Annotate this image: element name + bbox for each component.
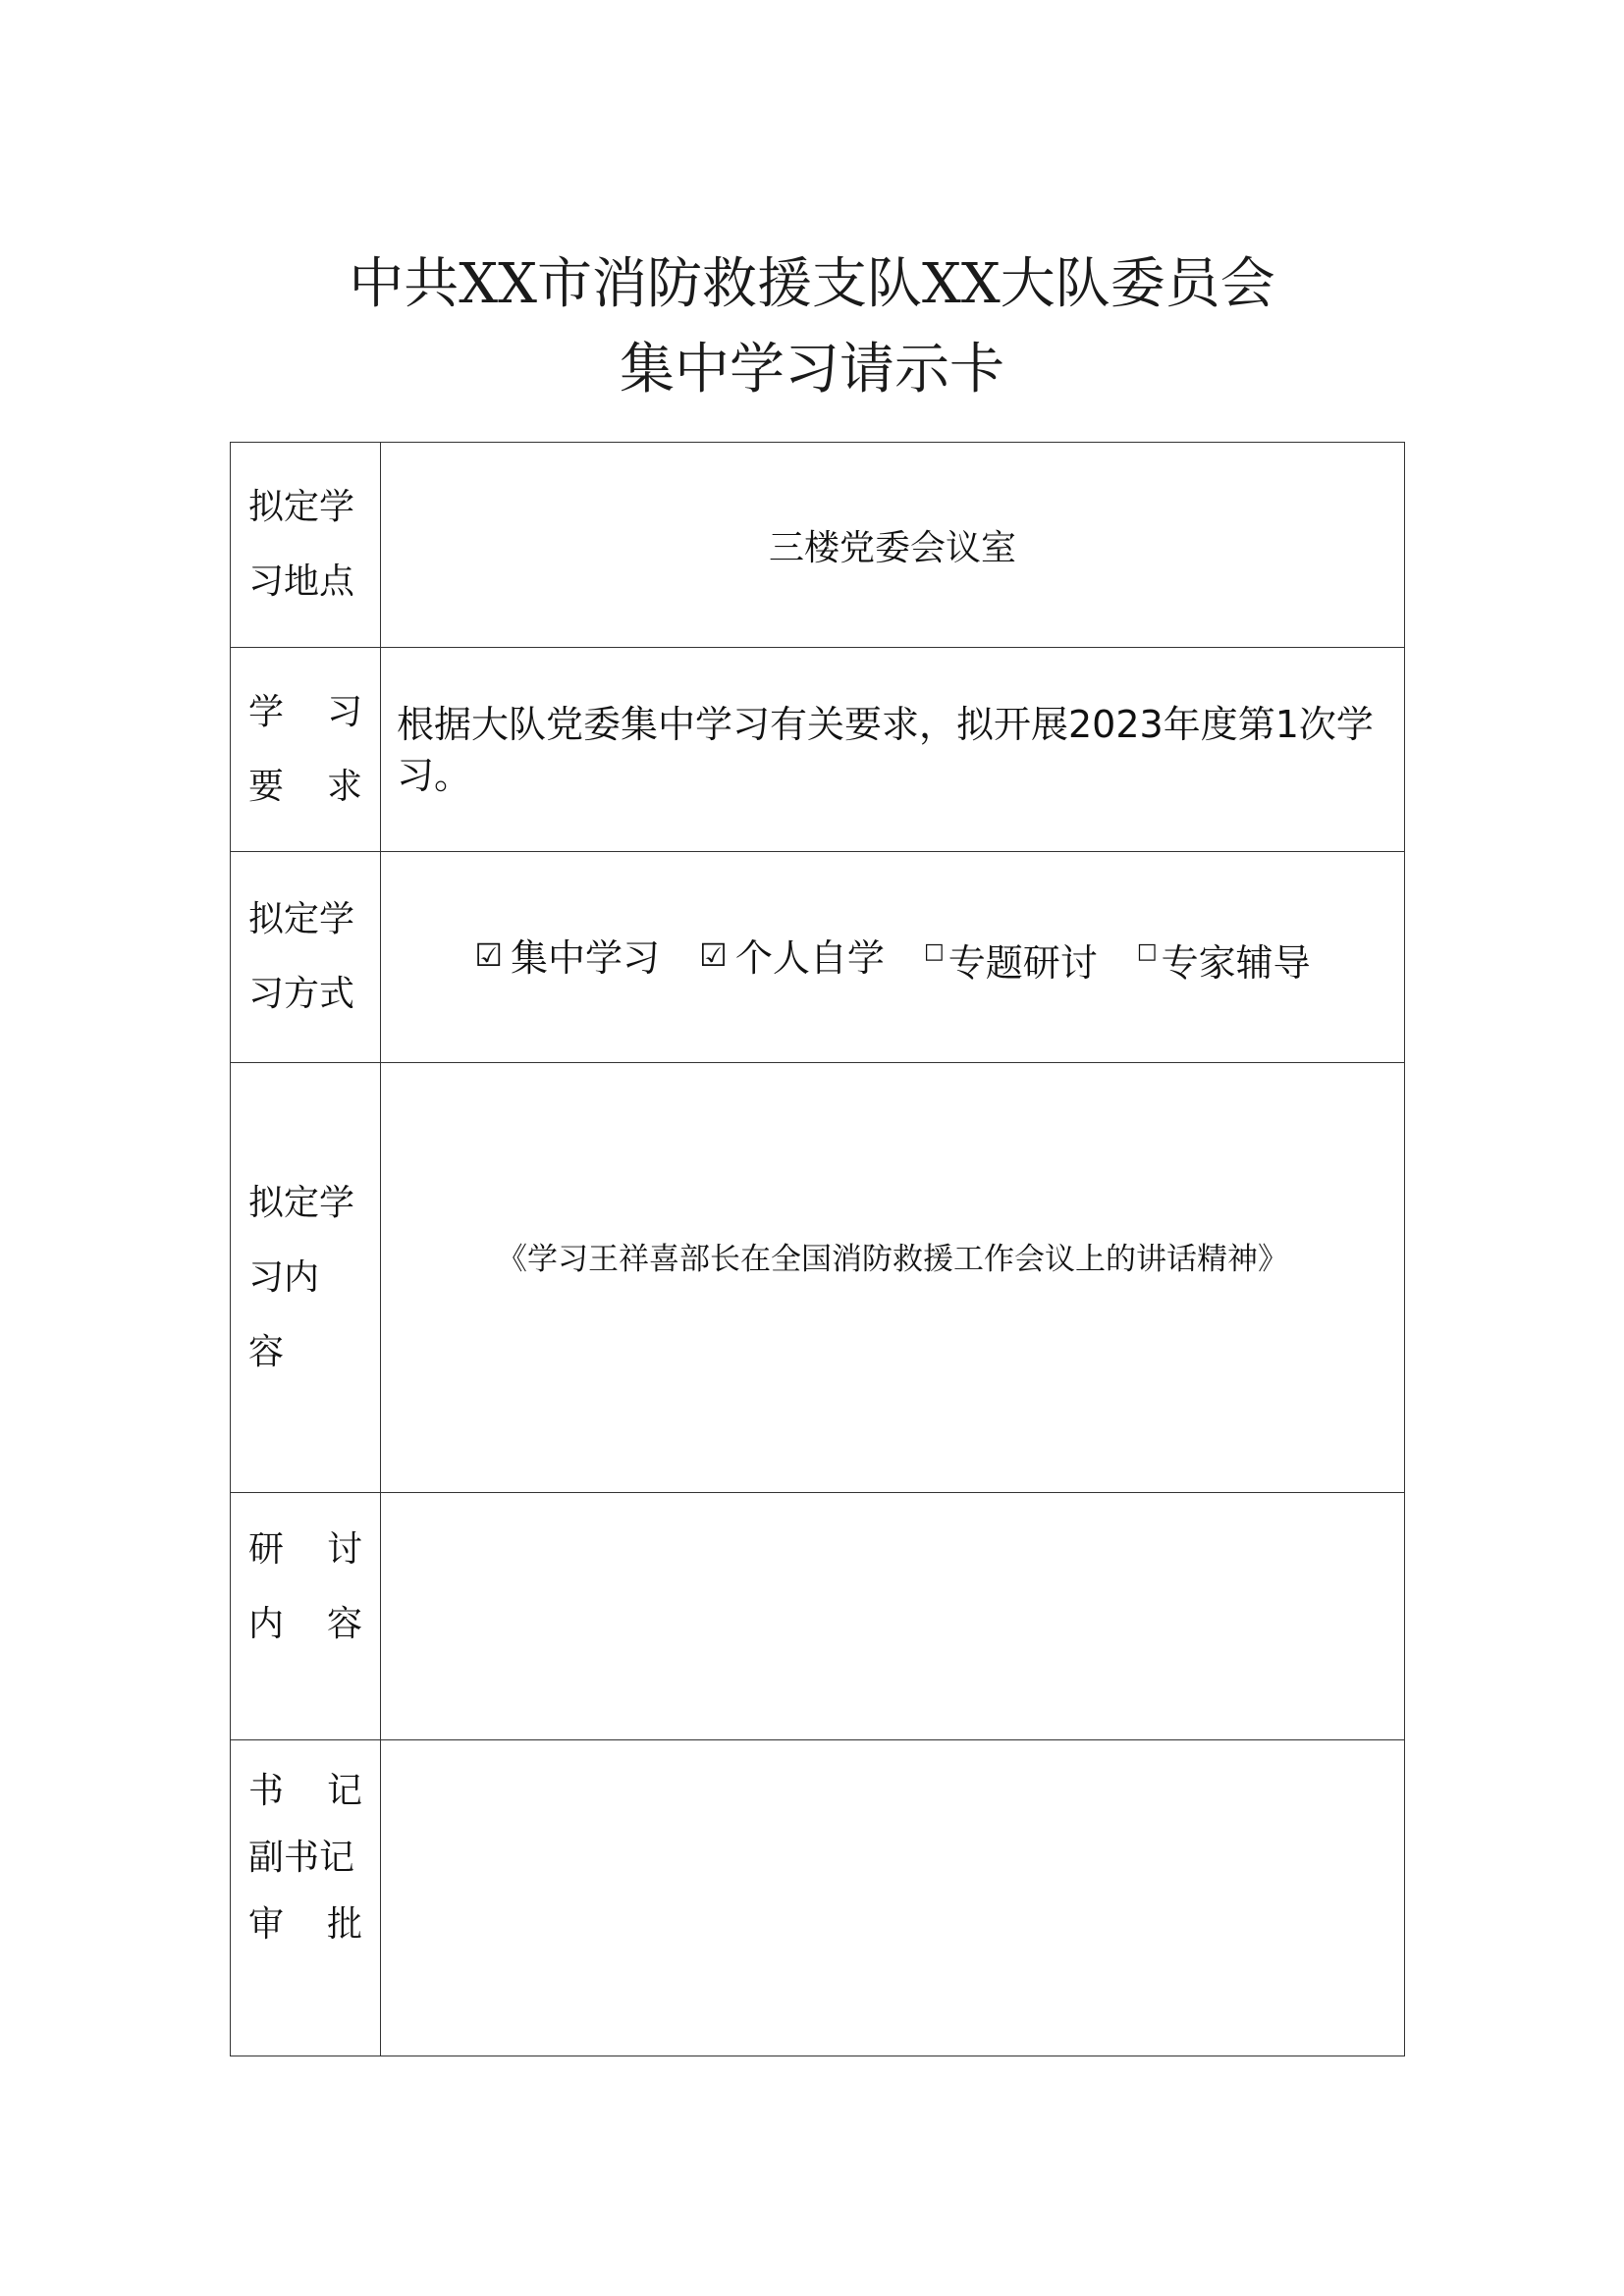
row-discussion <box>231 1493 1405 1740</box>
request-card-table <box>230 442 1405 2056</box>
row-approval <box>231 1740 1405 2056</box>
unchecked-box-icon[interactable]: □ <box>923 938 945 964</box>
label-approval: 书 记 副书记 审 批 <box>231 1740 381 2056</box>
method-options <box>381 852 1405 1063</box>
document-title-line2: 集中学习请示卡 <box>620 338 1004 401</box>
document-title-line1: 中共XX市消防救援支队XX大队委员会 <box>349 252 1275 316</box>
value-requirement: 根据大队党委集中学习有关要求，拟开展2023年度第1次学习。 <box>381 648 1405 852</box>
row-method <box>231 852 1405 1063</box>
checked-box-icon[interactable]: ☑ <box>474 935 504 974</box>
value-content: 《学习王祥喜部长在全国消防救援工作会议上的讲话精神》 <box>381 1063 1405 1493</box>
method-option-seminar[interactable]: □ 专题研讨 <box>923 938 1098 985</box>
row-location <box>231 443 1405 648</box>
label-location: 拟定学 习地点 <box>231 443 381 648</box>
label-content: 拟定学 习内 容 <box>231 1063 381 1493</box>
label-discussion: 研 讨 内 容 <box>231 1493 381 1740</box>
method-option-group-study[interactable]: ☑ 集中学习 <box>474 935 661 981</box>
method-option-self-study[interactable]: ☑ 个人自学 <box>699 935 885 981</box>
label-requirement: 学 习 要 求 <box>231 648 381 852</box>
checked-box-icon[interactable]: ☑ <box>699 935 728 974</box>
unchecked-box-icon[interactable]: □ <box>1136 938 1158 964</box>
row-requirement <box>231 648 1405 852</box>
row-content <box>231 1063 1405 1493</box>
value-discussion[interactable] <box>381 1493 1405 1740</box>
label-method: 拟定学 习方式 <box>231 852 381 1063</box>
value-location: 三楼党委会议室 <box>381 443 1405 648</box>
method-option-expert-guidance[interactable]: □ 专家辅导 <box>1136 938 1311 985</box>
value-approval[interactable] <box>381 1740 1405 2056</box>
